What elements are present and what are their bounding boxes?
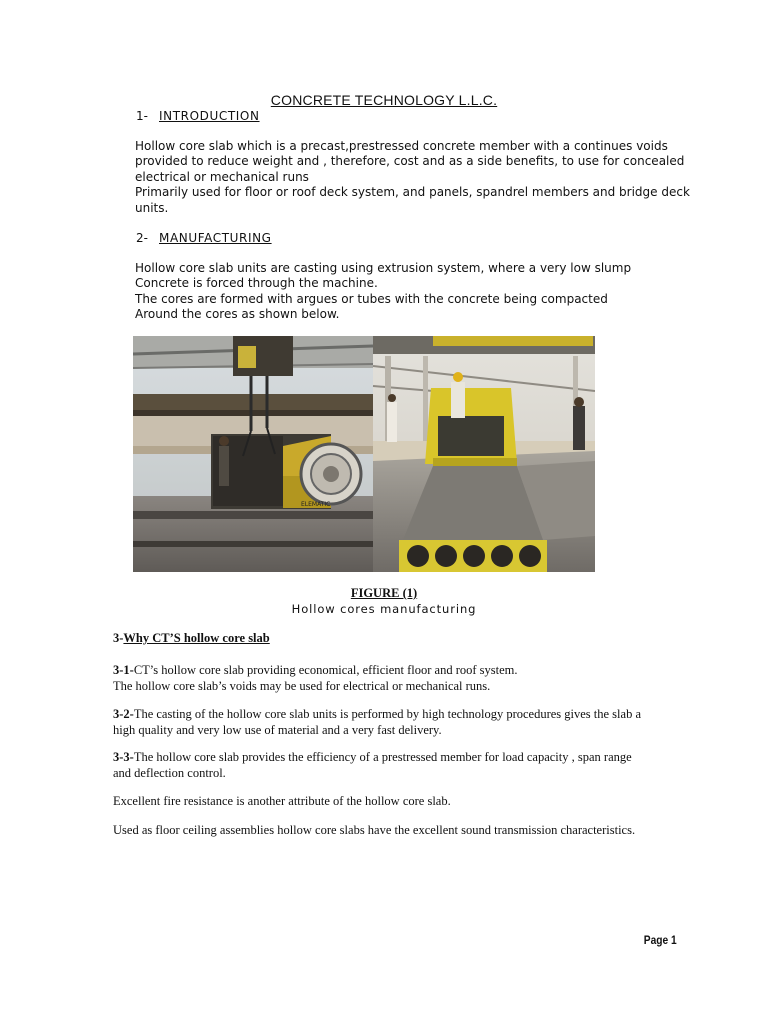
- point-line: The casting of the hollow core slab units is performed by high technology procedures gives the slab a: [133, 707, 641, 721]
- section-3-title: Why CT’S hollow core slab: [123, 631, 270, 645]
- point-number: 3-1-: [113, 663, 134, 677]
- point-line: and deflection control.: [113, 765, 226, 780]
- sound-transmission-text: Used as floor ceiling assemblies hollow core slabs have the excellent sound transmission characteristics.: [113, 823, 636, 837]
- section-1-title: INTRODUCTION: [159, 109, 260, 123]
- introduction-paragraph: [135, 139, 690, 216]
- manufacturing-line: The cores are formed with argues or tubes with the concrete being compacted: [135, 291, 608, 306]
- manufacturing-line: Concrete is forced through the machine.: [135, 276, 378, 291]
- hollow-core-slab-photo: [373, 336, 595, 572]
- section-2-heading: [136, 231, 272, 246]
- section-1-number: 1-: [136, 109, 148, 123]
- point-3-3: [113, 750, 632, 781]
- intro-line: Primarily used for floor or roof deck system, and panels, spandrel members and bridge deck: [135, 185, 690, 200]
- manufacturing-line: Hollow core slab units are casting using extrusion system, where a very low slump: [135, 261, 632, 275]
- intro-line: provided to reduce weight and , therefore, cost and as a side benefits, to use for concealed: [135, 154, 685, 169]
- point-number: 3-3-: [113, 750, 134, 764]
- point-line: high quality and very low use of material and a very fast delivery.: [113, 722, 442, 737]
- manufacturing-line: Around the cores as shown below.: [135, 307, 340, 322]
- extrusion-machine-photo: [133, 336, 373, 572]
- section-2-number: 2-: [136, 231, 148, 245]
- point-3-1: [113, 663, 518, 694]
- hollow-core-manufacturing-photo: [133, 336, 595, 572]
- document-title: CONCRETE TECHNOLOGY L.L.C.: [270, 92, 498, 108]
- manufacturing-paragraph: [135, 261, 631, 323]
- intro-line: electrical or mechanical runs: [135, 169, 309, 184]
- intro-line: Hollow core slab which is a precast,prestressed concrete member with a continues voids: [135, 139, 668, 153]
- section-1-heading: [136, 109, 260, 124]
- point-number: 3-2-: [113, 707, 134, 721]
- figure-label: FIGURE (1): [350, 586, 418, 600]
- machine-brand-label: ELEMATIC: [301, 501, 331, 508]
- section-2-title: MANUFACTURING: [159, 231, 272, 245]
- fire-resistance-text: Excellent fire resistance is another attribute of the hollow core slab.: [113, 794, 451, 808]
- intro-line: units.: [135, 200, 169, 215]
- section-3-heading: [113, 631, 270, 646]
- page-number: Page 1: [644, 933, 677, 947]
- figure-caption: Hollow cores manufacturing: [291, 602, 477, 616]
- section-3-number: 3-: [113, 631, 124, 645]
- point-line: CT’s hollow core slab providing economical, efficient floor and roof system.: [133, 663, 518, 677]
- point-line: The hollow core slab provides the efficiency of a prestressed member for load capacity , span range: [133, 750, 632, 764]
- point-line: The hollow core slab’s voids may be used for electrical or mechanical runs.: [113, 678, 491, 693]
- point-3-2: [113, 707, 641, 738]
